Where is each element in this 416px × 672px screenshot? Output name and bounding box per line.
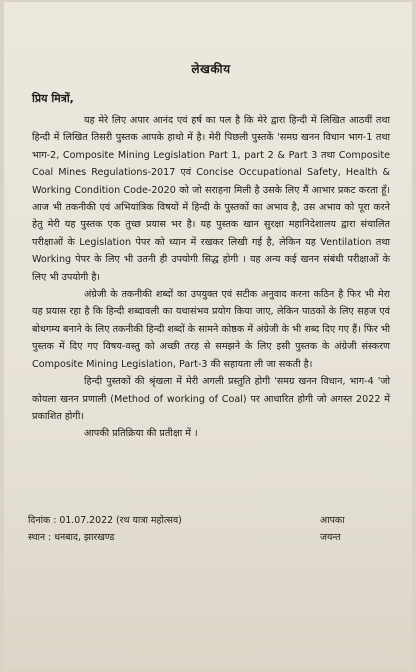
document-page bbox=[4, 2, 412, 670]
footer-row-place bbox=[28, 529, 382, 546]
footer bbox=[28, 512, 382, 546]
paragraph-1: यह मेरे लिए अपार आनंद एवं हर्ष का पल है कि मेरे द्वारा हिन्दी में लिखित आठवीं तथा हिन्दी में लिखित तिसरी पुस्तक आपके हाथो में है। मेरी पिछली पुस्तकें 'समग्र खनन विधान भाग-1 तथा भाग-2, Composite Mining Legislation Part 1, part 2 & Part 3 तथा Composite Coal Mines Regulations-2017 एवं Concise Occupational Safety, Health & Working Condition Code-2020 को जो सराहना मिली है उसके लिए मैं आभार प्रकट करता हूँ। आज भी तकनीकी एवं अभियांत्रिक विषयों में हिन्दी के पुस्तकों का अभाव है, उस अभाव को पूरा करने हेतु मेरी यह पुस्तक एक तुच्छ प्रयास भर है। यह पुस्तक खान सुरक्षा महानिदेशालय द्वारा संचालित परीक्षाओं के Legislation पेपर को ध्यान में रखकर लिखी गई है, लेकिन यह Ventilation तथा Working पेपर के लिए भी उतनी ही उपयोगी सिद्ध होगी । यह अन्य कई खनन संबंधी परीक्षाओं के लिए भी उपयोगी है। bbox=[32, 115, 390, 283]
author-name: जयन्त bbox=[320, 532, 341, 543]
page-title: लेखकीय bbox=[191, 62, 231, 76]
salutation: प्रिय मित्रों, bbox=[32, 92, 74, 105]
closing-line: आपकी प्रतिक्रिया की प्रतीक्षा में । bbox=[84, 428, 198, 440]
sign-word: आपका bbox=[320, 515, 345, 526]
place-line: स्थान : धनबाद, झारखण्ड bbox=[28, 532, 115, 543]
footer-row-date bbox=[28, 512, 382, 529]
paragraph-3: हिन्दी पुस्तकों की श्रृंखला में मेरी अगली प्रस्तुति होगी 'समग्र खनन विधान, भाग-4 'जो कोयला खनन प्रणाली (Method of working of Coal) पर आधारित होगी जो अगस्त 2022 में प्रकाशित होगी। bbox=[32, 376, 390, 422]
paragraph-2: अंग्रेजी के तकनीकी शब्दों का उपयुक्त एवं सटीक अनुवाद करना कठिन है फिर भी मेरा यह प्रयास रहा है कि हिन्दी शब्दावली का यथासंभव प्रयोग किया जाए, लेकिन पाठकों के लिए सहज एवं बोधगम्य बनाने के लिए तकनीकी हिन्दी शब्दों के सामने कोष्ठक में अंग्रेजी के भी शब्द दिए गए हैं। फिर भी पुस्तक में दिए गए विषय-वस्तु को अच्छी तरह से समझने के लिए इसी पुस्तक के अंग्रेजी संस्करण Composite Mining Legislation, Part-3 की सहायता ली जा सकती है। bbox=[32, 289, 390, 370]
date-line: दिनांक : 01.07.2022 (रथ यात्रा महोत्सव) bbox=[28, 515, 182, 526]
